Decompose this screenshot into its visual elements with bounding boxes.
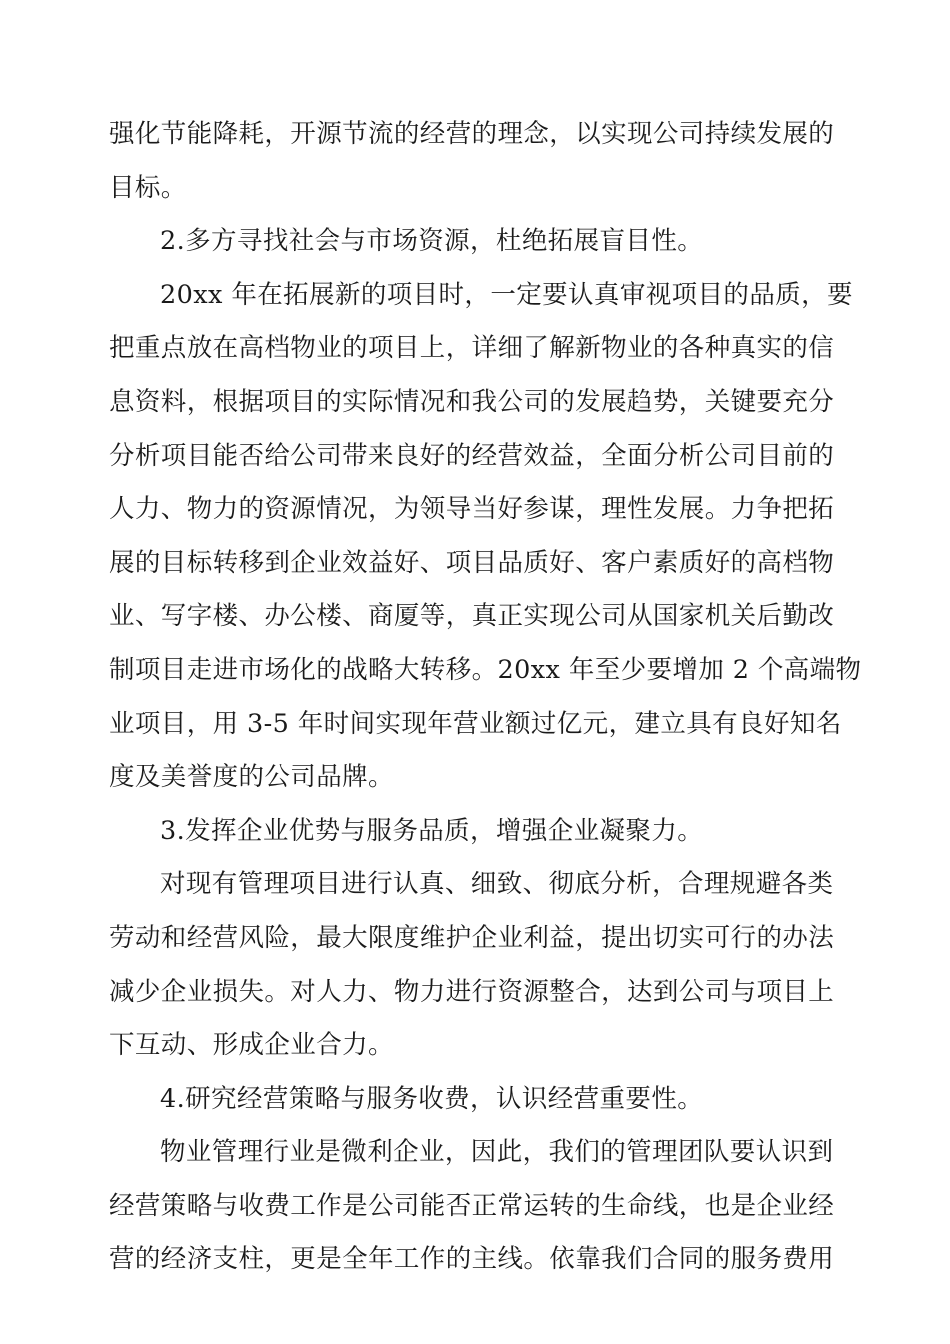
text-line: 把重点放在高档物业的项目上，详细了解新物业的各种真实的信 <box>109 333 835 364</box>
section-heading-3 <box>109 805 827 859</box>
text-line: 强化节能降耗，开源节流的经营的理念，以实现公司持续发展的 <box>109 119 835 149</box>
text-line: 20xx 年在拓展新的项目时，一定要认真审视项目的品质，要 <box>160 279 853 310</box>
paragraph-expansion <box>109 269 862 805</box>
paragraph-risk-analysis <box>109 858 835 1072</box>
text-line: 下互动、形成企业合力。 <box>109 1030 394 1061</box>
heading-text: 3.发挥企业优势与服务品质，增强企业凝聚力。 <box>160 815 704 846</box>
text-line: 营的经济支柱，更是全年工作的主线。依靠我们合同的服务费用 <box>109 1244 835 1275</box>
text-line: 物业管理行业是微利企业，因此，我们的管理团队要认识到 <box>160 1137 834 1168</box>
text-line: 息资料，根据项目的实际情况和我公司的发展趋势，关键要充分 <box>109 386 835 417</box>
text-line: 分析项目能否给公司带来良好的经营效益，全面分析公司目前的 <box>109 440 835 471</box>
text-line: 经营策略与收费工作是公司能否正常运转的生命线，也是企业经 <box>109 1190 835 1221</box>
heading-text: 4.研究经营策略与服务收费，认识经营重要性。 <box>160 1083 704 1114</box>
section-heading-4 <box>109 1073 827 1127</box>
section-heading-2 <box>109 215 827 269</box>
text-line: 减少企业损失。对人力、物力进行资源整合，达到公司与项目上 <box>109 976 835 1007</box>
text-line: 人力、物力的资源情况，为领导当好参谋，理性发展。力争把拓 <box>109 494 835 525</box>
text-line: 目标。 <box>109 172 187 203</box>
text-line: 业、写字楼、办公楼、商厦等，真正实现公司从国家机关后勤改 <box>109 601 835 632</box>
paragraph-energy-saving <box>109 108 835 215</box>
heading-text: 2.多方寻找社会与市场资源，杜绝拓展盲目性。 <box>160 226 704 257</box>
text-line: 业项目，用 3-5 年时间实现年营业额过亿元，建立具有良好知名 <box>109 708 842 739</box>
text-line: 劳动和经营风险，最大限度维护企业利益，提出切实可行的办法 <box>109 922 835 953</box>
paragraph-service-fees <box>109 1126 835 1287</box>
document-body <box>109 108 862 1287</box>
text-line: 制项目走进市场化的战略大转移。20xx 年至少要增加 2 个高端物 <box>109 654 862 685</box>
text-line: 度及美誉度的公司品牌。 <box>109 762 394 793</box>
text-line: 展的目标转移到企业效益好、项目品质好、客户素质好的高档物 <box>109 547 835 578</box>
text-line: 对现有管理项目进行认真、细致、彻底分析，合理规避各类 <box>160 869 834 900</box>
